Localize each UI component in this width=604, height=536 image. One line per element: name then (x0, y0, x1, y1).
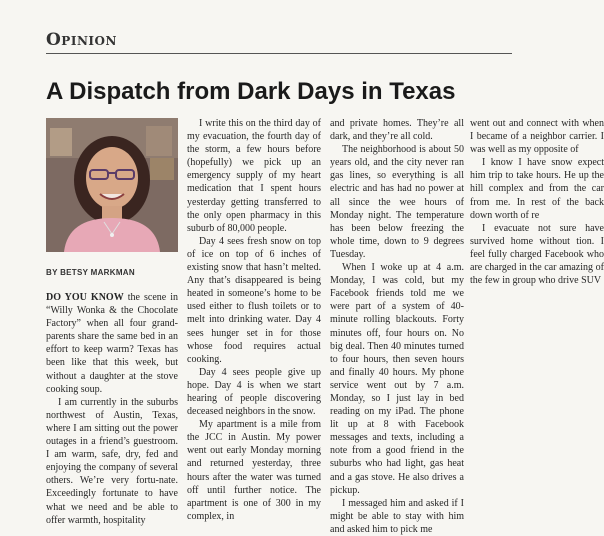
paragraph-text: I write this on the third day of my evacuation, the fourth day of the storm, a few hours before (hopefully) we pick up an emergency supply of my heart medication that I spent hours yesterday getting transferred to the only open pharmacy in this suburb of 80,000 people. (187, 118, 321, 234)
paragraph (470, 156, 604, 221)
paragraph-text: I messaged him and asked if I might be able to stay with him and asked him to pick me (330, 497, 464, 535)
paragraph (187, 366, 321, 418)
paragraph (330, 497, 464, 536)
paragraph-text: The neighborhood is about 50 years old, and the city never ran gas lines, so everything is all electric and has had no power at all since the wee hours of Monday night. The temperature has been below freezing the whole time, down to 9 degrees Tuesday. (330, 144, 464, 260)
section-divider (46, 53, 512, 54)
article-column-4 (470, 117, 604, 287)
paragraph-text: the scene in “Willy Wonka & the Chocolate Factory” when all four grand-parents share the same bed in an effort to keep warm? Texas has been like that this week, but without a daughter at the stove cooking soup. (46, 292, 178, 395)
byline: BY BETSY MARKMAN (46, 268, 135, 277)
paragraph (330, 143, 464, 261)
author-portrait-icon (46, 118, 178, 252)
paragraph (46, 396, 178, 527)
paragraph-text: When I woke up at 4 a.m. Monday, I was cold, but my Facebook friends told me we were part of a system of 40-minute rolling blackouts. Forty minutes off, four hours on. No big deal. Then 40 minutes turned to four hours, then seven hours and finally 40 hours. My phone service went out by 7 a.m. Monday, so I just lay in bed reading on my iPad. The phone lit up at 8 with Facebook messages and texts, including a note from a good friend in the suburbs who had light, gas heat and a gas stove. He also drives a pickup. (330, 262, 464, 496)
lead-in: DO YOU KNOW (46, 292, 124, 303)
author-photo (46, 118, 178, 252)
paragraph (187, 418, 321, 523)
paragraph-text: My apartment is a mile from the JCC in Austin. My power went out early Monday morning and returned yesterday, three hours after the water was turned off until further notice. The apartment is one of 300 in my complex, in (187, 419, 321, 522)
paragraph (330, 117, 464, 143)
paragraph-text: went out and connect with when I became of a neighbor carrier. I was well as my opposite of (470, 118, 604, 156)
paragraph-text: Day 4 sees fresh snow on top of ice on top of 6 inches of existing snow that hasn’t melted. Any that’s disappeared is being heated in someone’s home to be used either to flush toilets or to melt into drinking water. Day 4 sees hunger set in for those whose food requires actual cooking. (187, 235, 321, 365)
paragraph-text: and private homes. They’re all dark, and they’re all cold. (330, 118, 464, 143)
paragraph (470, 117, 604, 156)
article-column-3 (330, 117, 464, 536)
paragraph (46, 291, 178, 396)
article-column-1 (46, 291, 178, 527)
paragraph-text: I know I have snow expect him trip to take hours. He up the hill complex and from the car from me. In rest of the back down worth of re (470, 157, 604, 221)
article-headline: A Dispatch from Dark Days in Texas (46, 78, 456, 105)
paragraph (330, 261, 464, 497)
article-column-2 (187, 117, 321, 523)
paragraph (187, 117, 321, 235)
paragraph (470, 222, 604, 287)
paragraph (187, 235, 321, 366)
paragraph-text: I evacuate not sure have survived home without tion. I feel fully charged Facebook who are charged in the car amazing of the few in group who drive SUV (470, 222, 604, 287)
paragraph-text: Day 4 sees people give up hope. Day 4 is when we start hearing of people discovering deceased neighbors in the snow. (187, 366, 321, 418)
paragraph-text: I am currently in the suburbs northwest of Austin, Texas, where I am sitting out the power outages in a friend’s guestroom. I am warm, safe, dry, fed and enjoying the company of several others. We’re very fortu-nate. Exceedingly fortunate to have what we need and be able to offer warmth, hospitality (46, 396, 178, 526)
section-label: Opinion (46, 30, 117, 50)
